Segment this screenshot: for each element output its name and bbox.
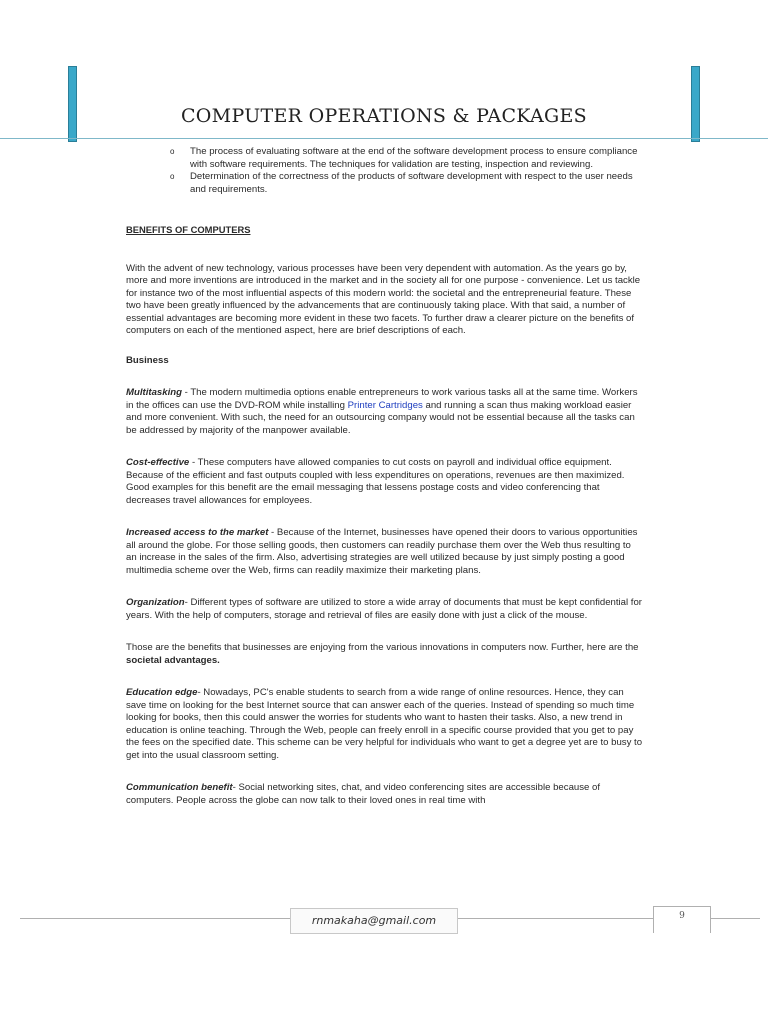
business-heading: Business: [126, 354, 169, 366]
paragraph-text: Those are the benefits that businesses are enjoying from the various innovations in computers now. Further, here are the: [126, 642, 639, 653]
footer-divider: [458, 918, 653, 919]
footer-divider: [710, 918, 760, 919]
paragraph-text: - The modern multimedia options enable entrepreneurs to work various tasks all at the same time. Workers in the offices can use the DVD-ROM while installing: [126, 387, 638, 411]
header-divider: [0, 138, 768, 139]
paragraph-text: - Nowadays, PC's enable students to search from a wide range of online resources. Hence, they can save time on looking for the best Internet source that can answer each of the queries. Instead of spending so much time looking for books, then this could answer the worries for students who want to hasten their tasks. Also, a new trend in education is online teaching. Through the Web, people can freely enroll in a specific course provided that you get to pay the fees on the specified date. This scheme can be very helpful for individuals who want to get a degree yet are to busy to get into the usual classroom setting.: [126, 687, 643, 761]
page-title: COMPUTER OPERATIONS & PACKAGES: [180, 105, 588, 127]
paragraph-text: - Because of the Internet, businesses have opened their doors to various opportunities all around the globe. For those selling goods, then customers can readily purchase them over the Web thus resulting to an increase in the sales of the firm. Also, advertising strategies are well utilized because by just simply posting a good multimedia scheme over the Web, firms can readily maximize their marketing plans.: [126, 527, 638, 576]
organization-paragraph: [126, 597, 644, 622]
term-label: Cost-effective: [126, 457, 190, 468]
intro-paragraph: With the advent of new technology, various processes have been very dependent with automation. As the years go by, more and more inventions are introduced in the market and in the society all for one purpose - convenience. Let us tackle for instance two of the most influential aspects of this modern world: the societal and the entrepreneurial feature. These two have been greatly influenced by the advancements that are continuously taking place. With that said, a number of essential advantages are becoming more evident in these two facets. To further draw a clearer picture on the benefits of computers on each of the mentioned aspect, here are brief descriptions of each.: [126, 262, 641, 336]
list-item: [126, 146, 644, 171]
footer-divider: [20, 918, 290, 919]
term-label: Organization: [126, 597, 185, 608]
term-label: Communication benefit: [126, 782, 233, 793]
bullet-text: Determination of the correctness of the products of software development with respect to the user needs and requirements.: [190, 171, 633, 195]
paragraph-text: - Social networking sites, chat, and video conferencing sites are accessible because of computers. People across the globe can now talk to their loved ones in real time with: [126, 782, 601, 806]
term-label: Education edge: [126, 687, 198, 698]
term-label: Increased access to the market: [126, 527, 269, 538]
paragraph-text: and running a scan thus making workload easier and more convenient. With such, the need for an outsourcing company would not be essential because all the tasks can be addressed by majority of the manpower available.: [126, 399, 635, 436]
header-left-bar: [68, 66, 77, 142]
societal-advantages-label: societal advantages.: [126, 654, 220, 666]
transition-paragraph: [126, 642, 644, 667]
cost-effective-paragraph: [126, 457, 644, 507]
page-number: 9: [653, 906, 711, 933]
paragraph-text: - Different types of software are utilized to store a wide array of documents that must be kept confidential for years. With the help of computers, storage and retrieval of files are easily done with just a click of the mouse.: [126, 597, 642, 621]
bullet-list: [126, 146, 644, 196]
section-heading: BENEFITS OF COMPUTERS: [126, 224, 251, 235]
header-right-bar: [691, 66, 700, 142]
bullet-marker: o: [170, 172, 175, 181]
multitasking-paragraph: [126, 387, 644, 437]
printer-cartridges-link[interactable]: Printer Cartridges: [347, 399, 423, 411]
list-item: [126, 171, 644, 196]
paragraph-text: - These computers have allowed companies to cut costs on payroll and individual office equipment. Because of the efficient and fast outputs coupled with less expenditures on operations, revenues are then maximized. Good examples for this benefit are the email messaging that lessens postage costs and video conferencing that decreases travel allowances for employees.: [126, 457, 625, 506]
communication-paragraph: [126, 782, 644, 807]
footer-email: rnmakaha@gmail.com: [290, 908, 458, 934]
bullet-text: The process of evaluating software at the end of the software development process to ensure compliance with software requirements. The techniques for validation are testing, inspection and reviewing.: [190, 146, 638, 170]
term-label: Multitasking: [126, 387, 182, 398]
bullet-marker: o: [170, 147, 175, 156]
education-paragraph: [126, 687, 644, 762]
document-body: [126, 146, 644, 807]
market-access-paragraph: [126, 527, 644, 577]
